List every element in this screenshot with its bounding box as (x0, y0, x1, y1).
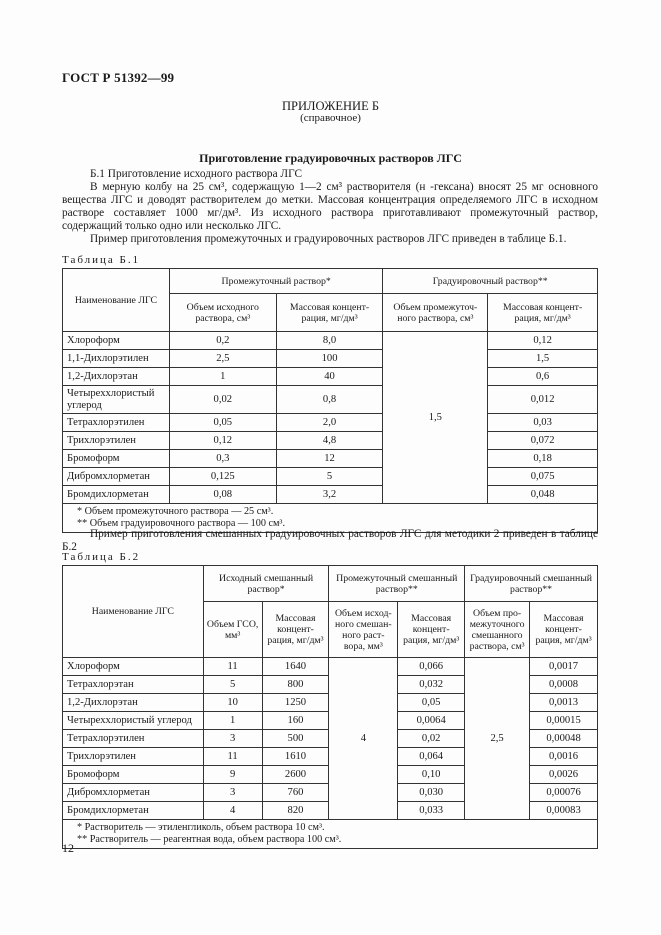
header-calibration-conc: Массовая концент-рация, мг/дм³ (530, 602, 598, 658)
appendix-title: ПРИЛОЖЕНИЕ Б (281, 99, 380, 113)
cell-calibration-conc: 0,18 (488, 450, 598, 468)
cell-source-conc: 160 (262, 712, 329, 730)
header-name: Наименование ЛГС (63, 566, 204, 658)
cell-calibration-conc: 1,5 (488, 350, 598, 368)
cell-name: Дибромхлорметан (63, 468, 170, 486)
cell-source-volume: 0,125 (169, 468, 276, 486)
table-row (63, 658, 598, 676)
table-row (63, 368, 598, 386)
cell-calibration-conc: 0,0013 (530, 694, 598, 712)
table-2-footnotes (63, 820, 598, 849)
section-title: Приготовление градуировочных растворов ЛГС (199, 151, 462, 165)
cell-intermediate-conc: 0,8 (276, 386, 383, 414)
table-2-caption: Таблица Б.2 (62, 551, 141, 563)
header-group-calibration: Градуировочный смешанный раствор** (465, 566, 598, 602)
cell-intermediate-conc: 8,0 (276, 332, 383, 350)
table-row (63, 486, 598, 504)
cell-intermediate-conc: 0,033 (398, 802, 465, 820)
cell-intermediate-conc: 2,0 (276, 414, 383, 432)
table-row (63, 332, 598, 350)
cell-calibration-conc: 0,12 (488, 332, 598, 350)
header-intermediate-conc: Массовая концент-рация, мг/дм³ (398, 602, 465, 658)
cell-name: Четыреххлористый углерод (63, 712, 204, 730)
cell-name: Бромоформ (63, 766, 204, 784)
page-number: 12 (62, 841, 74, 855)
footnote-2: ** Объем градуировочного раствора — 100 см³. (77, 518, 286, 529)
cell-source-conc: 2600 (262, 766, 329, 784)
cell-intermediate-conc: 4,8 (276, 432, 383, 450)
cell-calibration-conc: 0,03 (488, 414, 598, 432)
cell-source-conc: 500 (262, 730, 329, 748)
cell-source-conc: 800 (262, 676, 329, 694)
cell-source-conc: 1640 (262, 658, 329, 676)
cell-intermediate-volume: 1,5 (383, 332, 488, 504)
footnote-1: * Растворитель — этиленгликоль, объем раствора 10 см³. (77, 822, 325, 833)
cell-calibration-conc: 0,072 (488, 432, 598, 450)
cell-source-volume: 0,02 (169, 386, 276, 414)
cell-calibration-conc: 0,0008 (530, 676, 598, 694)
table-row (63, 386, 598, 414)
cell-intermediate-conc: 0,032 (398, 676, 465, 694)
subsection-heading: Б.1 Приготовление исходного раствора ЛГС (90, 168, 302, 180)
cell-source-volume: 0,05 (169, 414, 276, 432)
cell-gso-volume: 10 (203, 694, 262, 712)
cell-calibration-conc: 0,00048 (530, 730, 598, 748)
cell-name: 1,2-Дихлорэтан (63, 368, 170, 386)
header-gso-volume: Объем ГСО, мм³ (203, 602, 262, 658)
header-source-conc: Массовая концент-рация, мг/дм³ (262, 602, 329, 658)
cell-gso-volume: 9 (203, 766, 262, 784)
cell-gso-volume: 11 (203, 658, 262, 676)
cell-name: Трихлорэтилен (63, 748, 204, 766)
cell-gso-volume: 3 (203, 784, 262, 802)
cell-intermediate-conc: 5 (276, 468, 383, 486)
header-name: Наименование ЛГС (63, 269, 170, 332)
cell-intermediate-conc: 100 (276, 350, 383, 368)
cell-source-volume: 0,2 (169, 332, 276, 350)
cell-gso-volume: 1 (203, 712, 262, 730)
cell-calibration-conc: 0,012 (488, 386, 598, 414)
header-source-mix-volume: Объем исход-ного смешан-ного раст-вора, мм³ (329, 602, 398, 658)
paragraph-3-container (62, 528, 598, 554)
cell-name: Хлороформ (63, 658, 204, 676)
table-row (63, 350, 598, 368)
footnote-2: ** Растворитель — реагентная вода, объем раствора 100 см³. (77, 834, 342, 845)
header-intermediate-mix-volume: Объем про-межуточного смешанного раствора, см³ (465, 602, 530, 658)
cell-source-conc: 1250 (262, 694, 329, 712)
header-source-volume: Объем исходного раствора, см³ (169, 294, 276, 332)
table-row (63, 450, 598, 468)
cell-intermediate-conc: 0,02 (398, 730, 465, 748)
cell-calibration-conc: 0,0026 (530, 766, 598, 784)
header-group-source: Исходный смешанный раствор* (203, 566, 329, 602)
cell-name: 1,1-Дихлорэтилен (63, 350, 170, 368)
cell-calibration-conc: 0,075 (488, 468, 598, 486)
cell-intermediate-conc: 3,2 (276, 486, 383, 504)
cell-gso-volume: 4 (203, 802, 262, 820)
document-code: ГОСТ Р 51392—99 (62, 70, 175, 85)
subsection-heading-container (62, 168, 598, 181)
cell-source-conc: 820 (262, 802, 329, 820)
cell-name: Бромоформ (63, 450, 170, 468)
cell-name: Бромдихлорметан (63, 486, 170, 504)
cell-gso-volume: 3 (203, 730, 262, 748)
cell-source-volume: 0,08 (169, 486, 276, 504)
paragraph-2: Пример приготовления промежуточных и градуировочных растворов ЛГС приведен в таблице Б.1. (90, 233, 567, 245)
header-intermediate-volume: Объем промежуточ-ного раствора, см³ (383, 294, 488, 332)
cell-intermediate-conc: 12 (276, 450, 383, 468)
cell-name: Трихлорэтилен (63, 432, 170, 450)
table-b1 (62, 268, 598, 533)
cell-source-volume: 1 (169, 368, 276, 386)
cell-intermediate-conc: 0,0064 (398, 712, 465, 730)
table-1-caption: Таблица Б.1 (62, 254, 141, 266)
cell-gso-volume: 11 (203, 748, 262, 766)
cell-intermediate-mix-volume: 2,5 (465, 658, 530, 820)
table-row (63, 414, 598, 432)
cell-source-conc: 1610 (262, 748, 329, 766)
header-calibration-conc: Массовая концент-рация, мг/дм³ (488, 294, 598, 332)
header-intermediate-conc: Массовая концент-рация, мг/дм³ (276, 294, 383, 332)
cell-intermediate-conc: 0,05 (398, 694, 465, 712)
header-group-intermediate: Промежуточный раствор* (169, 269, 382, 294)
paragraph-1: В мерную колбу на 25 см³, содержащую 1—2 см³ растворителя (н -гексана) вносят 25 мг основного вещества ЛГС и доводят растворителем до метки. Массовая концентрация определяемого ЛГС в исходном растворе составляет 1000 мг/дм³. Из исходного раствора приготавливают промежуточный раствор, содержащий только одно или несколько ЛГС. (62, 181, 598, 232)
cell-name: Дибромхлорметан (63, 784, 204, 802)
cell-name: Бромдихлорметан (63, 802, 204, 820)
cell-source-volume: 0,3 (169, 450, 276, 468)
cell-source-volume: 2,5 (169, 350, 276, 368)
cell-gso-volume: 5 (203, 676, 262, 694)
table-row (63, 468, 598, 486)
header-group-intermediate: Промежуточный смешанный раствор** (329, 566, 465, 602)
cell-name: Хлороформ (63, 332, 170, 350)
footnote-1: * Объем промежуточного раствора — 25 см³. (77, 506, 274, 517)
cell-intermediate-conc: 0,10 (398, 766, 465, 784)
cell-source-mix-volume: 4 (329, 658, 398, 820)
cell-name: 1,2-Дихлорэтан (63, 694, 204, 712)
cell-name: Тетрахлорэтилен (63, 414, 170, 432)
cell-name: Тетрахлорэтан (63, 676, 204, 694)
cell-intermediate-conc: 0,066 (398, 658, 465, 676)
cell-calibration-conc: 0,048 (488, 486, 598, 504)
table-row (63, 432, 598, 450)
paragraph-3: Пример приготовления смешанных градуировочных растворов ЛГС для методики 2 приведен в таблице Б.2 (62, 528, 598, 553)
cell-intermediate-conc: 0,030 (398, 784, 465, 802)
cell-calibration-conc: 0,0017 (530, 658, 598, 676)
cell-calibration-conc: 0,0016 (530, 748, 598, 766)
cell-calibration-conc: 0,00083 (530, 802, 598, 820)
paragraph-2-container (62, 233, 598, 246)
cell-calibration-conc: 0,00076 (530, 784, 598, 802)
paragraph-1-container (62, 181, 598, 233)
cell-source-conc: 760 (262, 784, 329, 802)
cell-name: Четыреххлористый углерод (63, 386, 170, 414)
appendix-subtitle: (справочное) (300, 112, 361, 124)
cell-source-volume: 0,12 (169, 432, 276, 450)
cell-calibration-conc: 0,6 (488, 368, 598, 386)
cell-calibration-conc: 0,00015 (530, 712, 598, 730)
cell-name: Тетрахлорэтилен (63, 730, 204, 748)
cell-intermediate-conc: 40 (276, 368, 383, 386)
header-group-calibration: Градуировочный раствор** (383, 269, 598, 294)
table-b2 (62, 565, 598, 849)
cell-intermediate-conc: 0,064 (398, 748, 465, 766)
